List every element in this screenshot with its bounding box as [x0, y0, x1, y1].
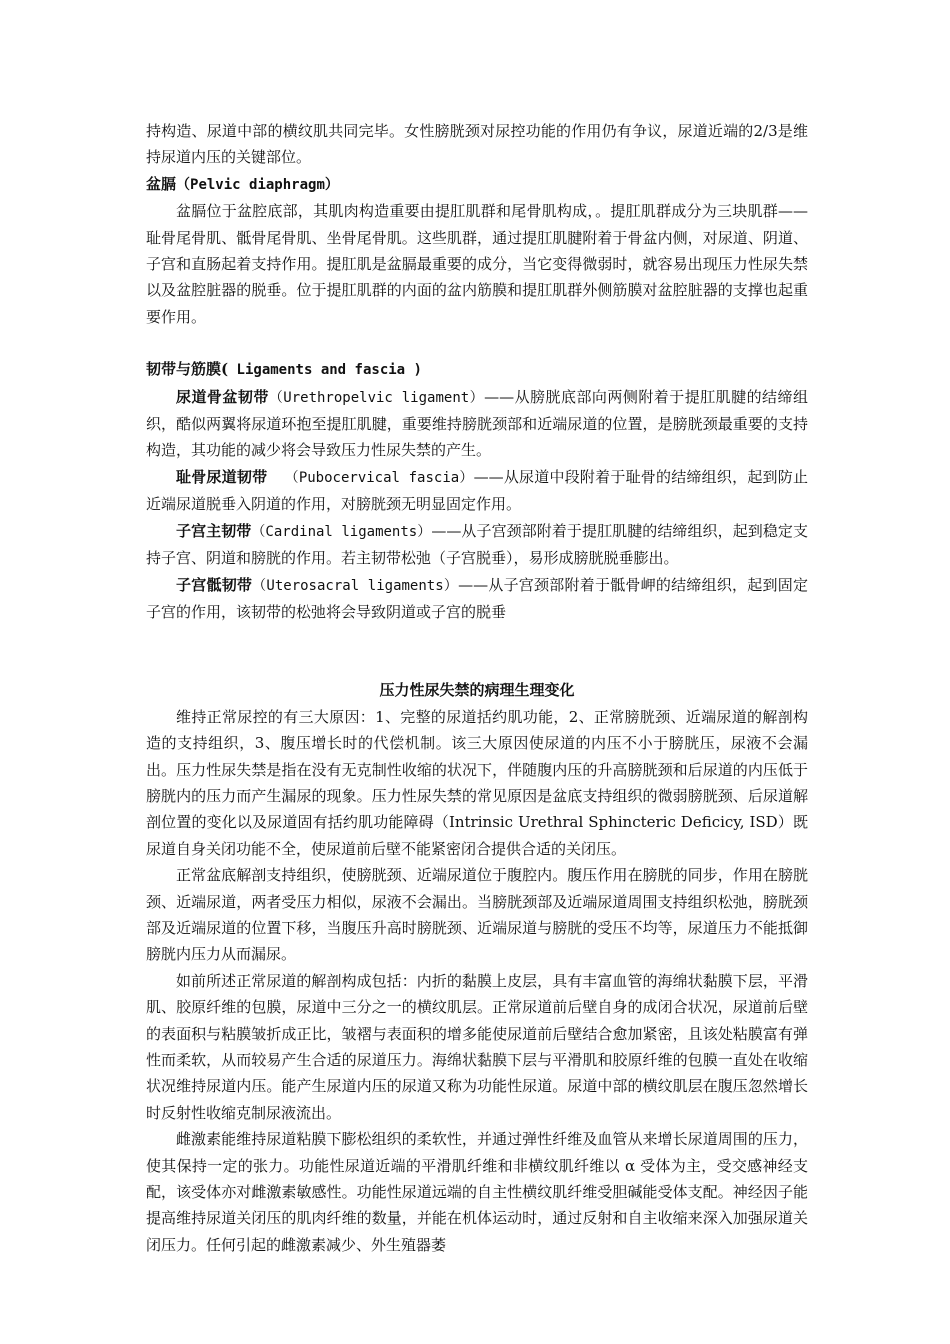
ligament-term: 耻骨尿道韧带: [176, 467, 268, 486]
heading-pelvic-zh: 盆膈: [146, 174, 177, 193]
document-page: [146, 118, 808, 1258]
ligament-term: 子宫主韧带: [176, 521, 252, 540]
paragraph-stress-2: 正常盆底解剖支持组织，使膀胱颈、近端尿道位于腹腔内。腹压作用在膀胱的同步，作用在膀胱颈、近端尿道，两者受压力相似，尿液不会漏出。当膀胱颈部及近端尿道周围支持组织松弛，膀胱颈部及近端尿道的位置下移，当腹压升高时膀胱颈、近端尿道与膀胱的受压不均等，尿道压力不能抵御膀胱内压力从而漏尿。: [146, 866, 808, 964]
heading-pelvic-en: （Pelvic diaphragm）: [176, 176, 339, 193]
heading-ligaments-zh: 韧带与筋膜(: [146, 360, 229, 379]
ligament-desc: ——从子宫颈部附着于提肛肌腱的结缔组织，起到稳定支持子宫、阴道和膀胱的作用。若主韧带松弛（子宫脱垂），易形成膀胱脱垂膨出。: [146, 521, 808, 568]
ligament-item: [146, 384, 808, 464]
heading-pelvic-diaphragm: [146, 171, 808, 198]
spacer: [146, 330, 808, 356]
ligament-en: （Cardinal ligaments）: [251, 523, 432, 540]
paragraph-stress-4: 雌激素能维持尿道粘膜下膨松组织的柔软性，并通过弹性纤维及血管从来增长尿道周围的压力，使其保持一定的张力。功能性尿道近端的平滑肌纤维和非横纹肌纤维以 α 受体为主，受交感神经支配，该受体亦对雌激素敏感性。功能性尿道远端的自主性横纹肌纤维受胆碱能受体支配。神经因子能提高维持尿道关闭压的肌肉纤维的数量，并能在机体运动时，通过反射和自主收缩来深入加强尿道关闭压力。任何引起的雌激素减少、外生殖器萎: [146, 1130, 808, 1254]
heading-ligaments: [146, 356, 808, 383]
ligament-desc: ——从子宫颈部附着于骶骨岬的结缔组织，起到固定子宫的作用，该韧带的松弛将会导致阴道或子宫的脱垂: [146, 575, 808, 621]
ligament-en: （Pubocervical fascia）: [267, 469, 474, 486]
heading-ligaments-en: Ligaments and fascia ): [228, 362, 422, 379]
ligament-desc: ——从尿道中段附着于耻骨的结缔组织，起到防止近端尿道脱垂入阴道的作用，对膀胱颈无明显固定作用。: [146, 467, 808, 514]
paragraph-stress-1: 维持正常尿控的有三大原因：1、完整的尿道括约肌功能，2、正常膀胱颈、近端尿道的解剖构造的支持组织，3、腹压增长时的代偿机制。该三大原因使尿道的内压不小于膀胱压，尿液不会漏出。压力性尿失禁是指在没有无克制性收缩的状况下，伴随腹内压的升高膀胱颈和后尿道的内压低于膀胱内的压力而产生漏尿的现象。压力性尿失禁的常见原因是盆底支持组织的微弱膀胱颈、后尿道解剖位置的变化以及尿道固有括约肌功能障碍（Intrinsic Urethral Sphincteric Deficicy, ISD）既尿道自身关闭功能不全，使尿道前后壁不能紧密闭合提供合适的关闭压。: [146, 707, 808, 858]
paragraph-intro: 持构造、尿道中部的横纹肌共同完毕。女性膀胱颈对尿控功能的作用仍有争议，尿道近端的2/3是维持尿道内压的关键部位。: [146, 122, 808, 167]
spacer: [146, 625, 808, 677]
ligament-item: [146, 464, 808, 518]
ligament-desc: ——从膀胱底部向两侧附着于提肛肌腱的结缔组织，酷似两翼将尿道环抱至提肛肌腱，重要维持膀胱颈部和近端尿道的位置，是膀胱颈最重要的支持构造，其功能的减少将会导致压力性尿失禁的产生。: [146, 387, 808, 460]
paragraph-pelvic-diaphragm: 盆膈位于盆腔底部，其肌肉构造重要由提肛肌群和尾骨肌构成，。提肛肌群成分为三块肌群——耻骨尾骨肌、骶骨尾骨肌、坐骨尾骨肌。这些肌群，通过提肛肌腱附着于骨盆内侧，对尿道、阴道、子宫和直肠起着支持作用。提肛肌是盆膈最重要的成分，当它变得微弱时，就容易出现压力性尿失禁以及盆腔脏器的脱垂。位于提肛肌群的内面的盆内筋膜和提肛肌群外侧筋膜对盆腔脏器的支撑也起重要作用。: [146, 202, 808, 326]
ligament-item: [146, 572, 808, 626]
paragraph-stress-3: 如前所述正常尿道的解剖构成包括：内折的黏膜上皮层，具有丰富血管的海绵状黏膜下层，平滑肌、胶原纤维的包膜，尿道中三分之一的横纹肌层。正常尿道前后壁自身的成闭合状况，尿道前后壁的表面积与粘膜皱折成正比，皱褶与表面积的增多能使尿道前后壁结合愈加紧密，且该处粘膜富有弹性而柔软，从而较易产生合适的尿道压力。海绵状黏膜下层与平滑肌和胶原纤维的包膜一直处在收缩状况维持尿道内压。能产生尿道内压的尿道又称为功能性尿道。尿道中部的横纹肌层在腹压忽然增长时反射性收缩克制尿液流出。: [146, 971, 808, 1122]
section-title: 压力性尿失禁的病理生理变化: [379, 681, 575, 700]
ligament-item: [146, 518, 808, 572]
ligament-en: （Urethropelvic ligament）: [268, 389, 485, 406]
ligament-term: 尿道骨盆韧带: [176, 387, 269, 406]
ligament-en: （Uterosacral ligaments）: [252, 577, 459, 594]
ligament-term: 子宫骶韧带: [176, 575, 253, 594]
